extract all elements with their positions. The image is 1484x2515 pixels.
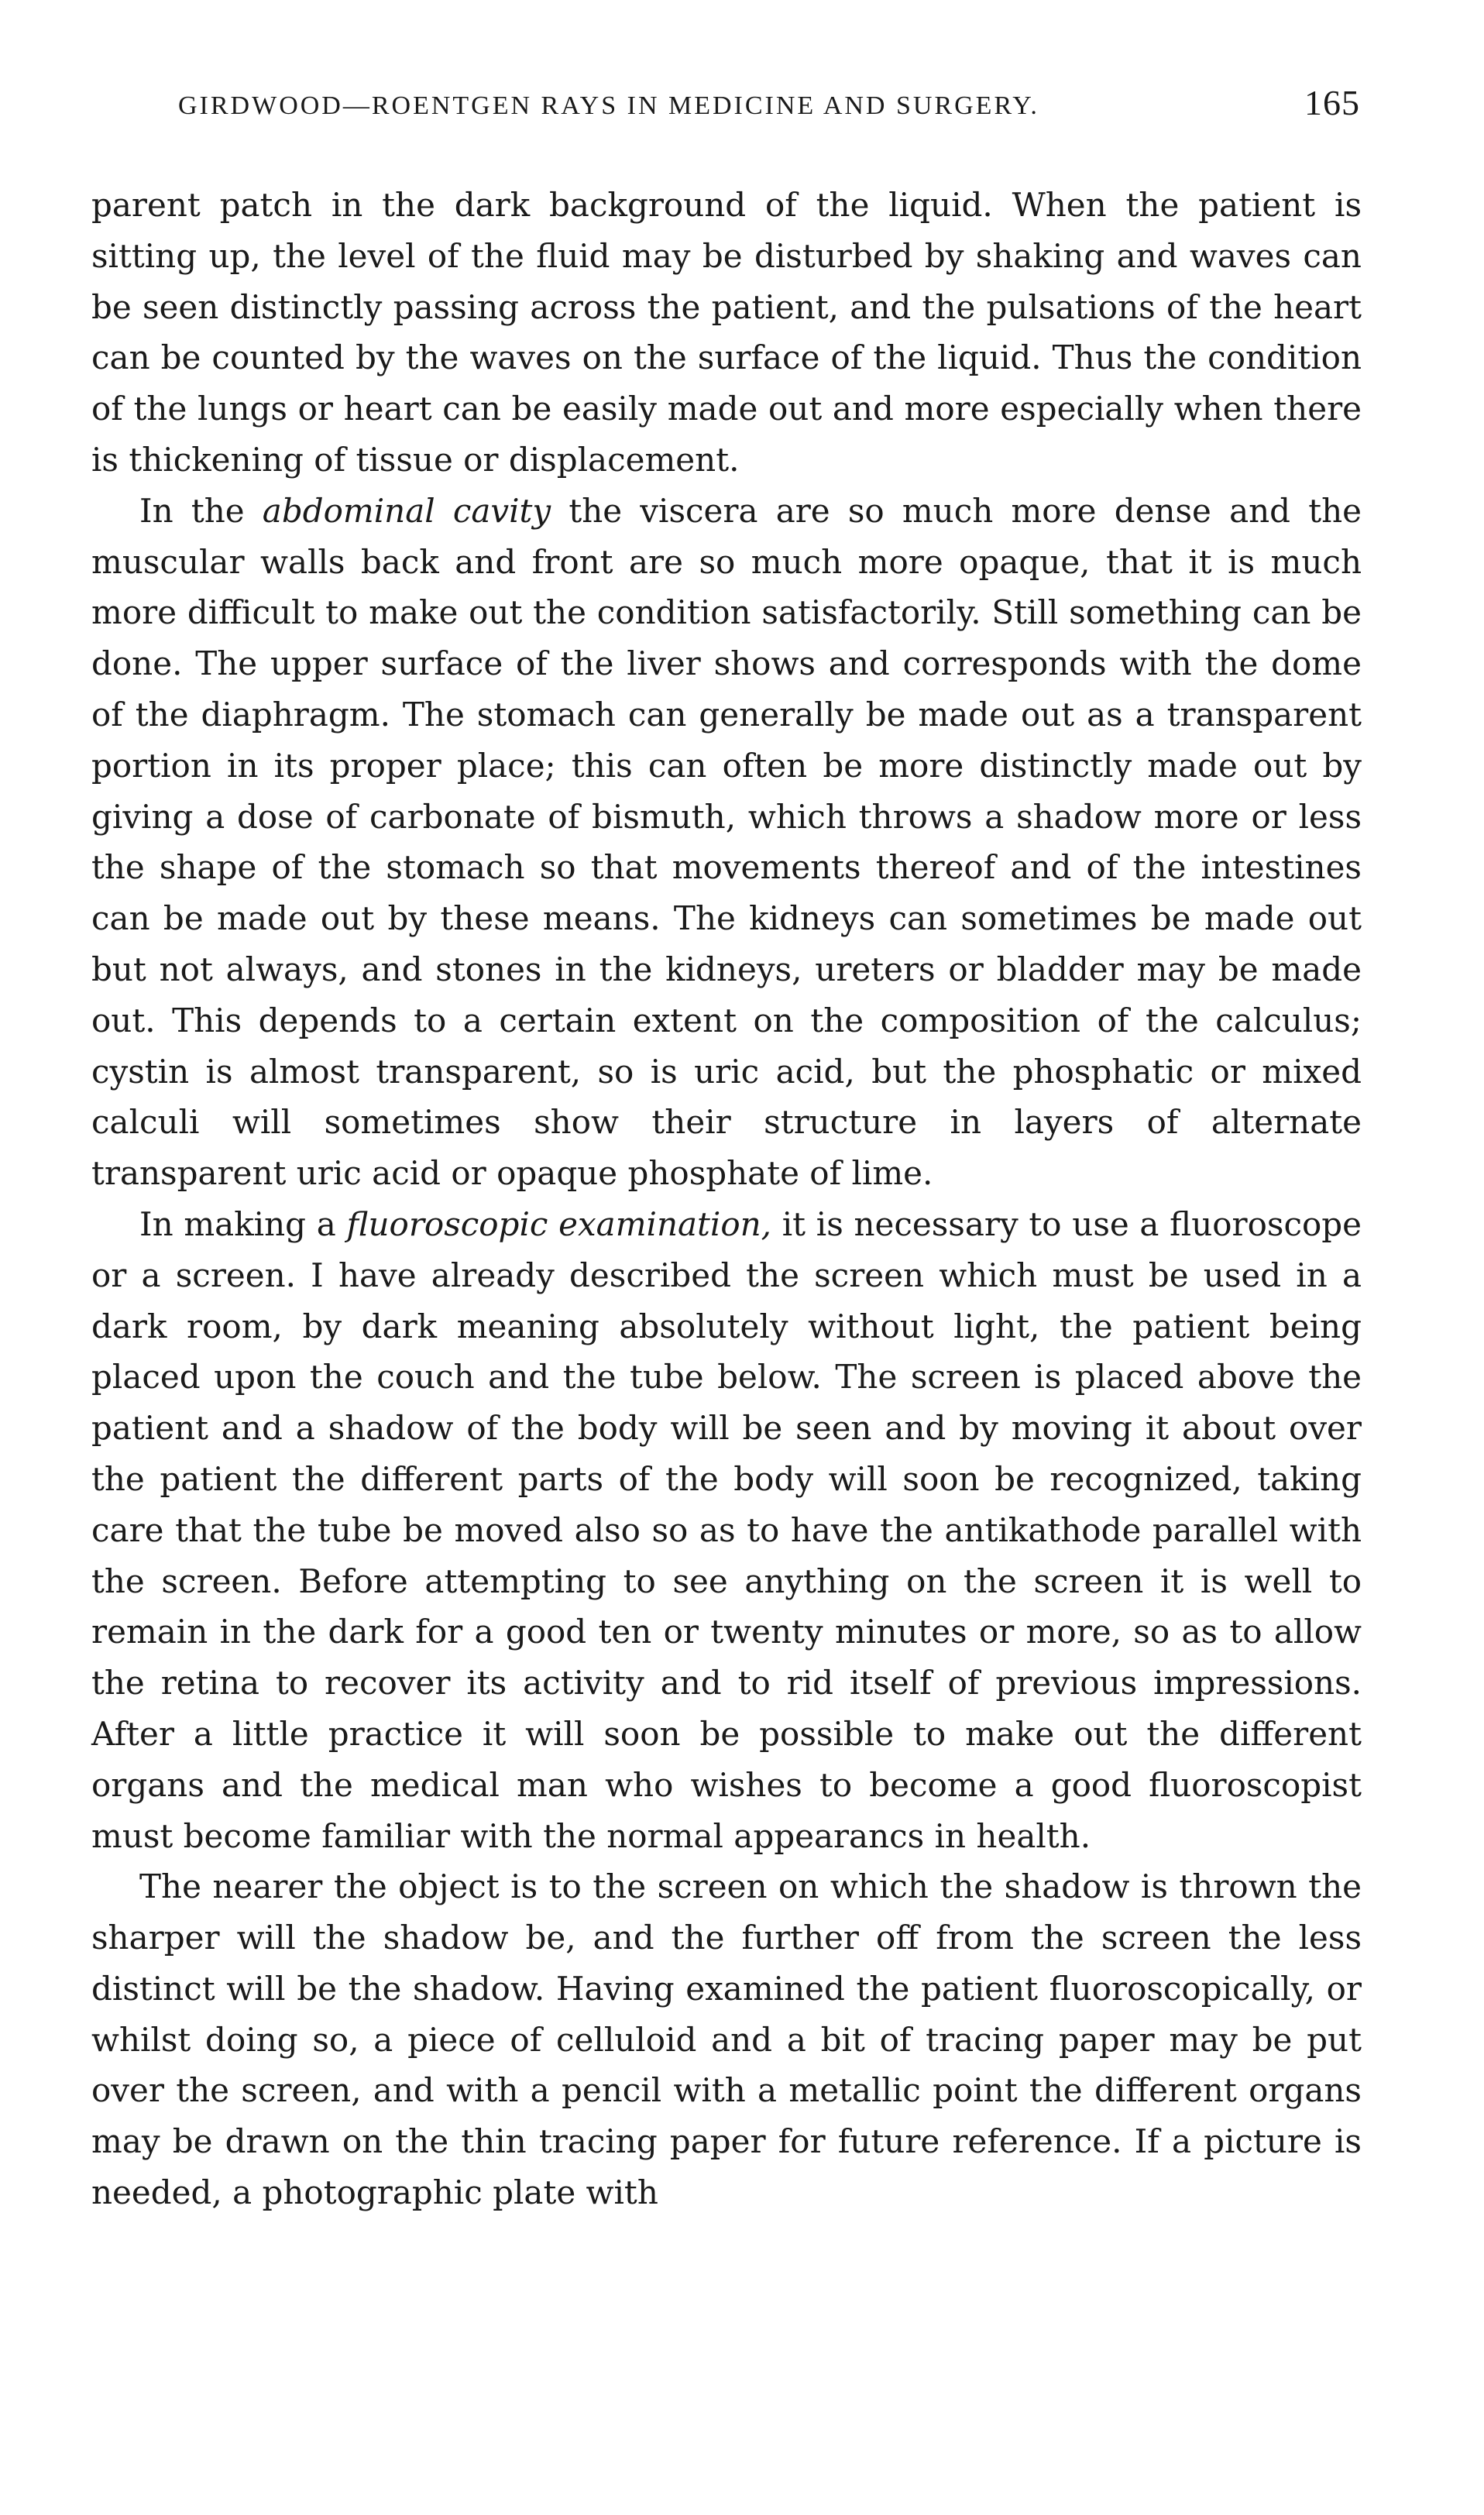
paragraph-continued: [91, 180, 1362, 486]
paragraph-fluoroscopic-examination: [91, 1199, 1362, 1861]
running-title: GIRDWOOD—ROENTGEN RAYS IN MEDICINE AND SURGERY.: [178, 91, 1039, 120]
book-page: [91, 77, 1362, 2218]
paragraph-italic-text: abdominal cavity: [262, 491, 551, 530]
paragraph-abdominal-cavity: [91, 486, 1362, 1199]
body-text: [91, 180, 1362, 2218]
paragraph-text: The nearer the object is to the screen on which the shadow is thrown the sharper will the shadow be, and the further off from the screen the less distinct will be the shadow. Having examined the patient fluoroscopically, or whilst doing so, a piece of celluloid and a bit of tracing paper may be put over the screen, and with a pencil with a metallic point the different organs may be drawn on the thin tracing paper for future reference. If a picture is needed, a photographic plate with: [91, 1867, 1362, 2212]
page-number: 165: [1304, 83, 1360, 122]
paragraph-text: In the: [139, 491, 263, 530]
paragraph-italic-text: fluoroscopic examination,: [346, 1204, 772, 1243]
paragraph-text: the viscera are so much more dense and the muscular walls back and front are so much more opaque, that it is much more difficult to make out the condition satisfactorily. Still something can be done. The upper surface of the liver shows and corresponds with the dome of the diaphragm. The stomach can generally be made out as a transparent portion in its proper place; this can often be more distinctly made out by giving a dose of carbonate of bismuth, which throws a shadow more or less the shape of the stomach so that movements thereof and of the intestines can be made out by these means. The kidneys can sometimes be made out but not always, and stones in the kidneys, ureters or bladder may be made out. This depends to a certain extent on the composition of the calculus; cystin is almost transparent, so is uric acid, but the phosphatic or mixed calculi will sometimes show their structure in layers of alternate transparent uric acid or opaque phosphate of lime.: [91, 491, 1362, 1193]
paragraph-text: parent patch in the dark background of the liquid. When the patient is sitting up, the level of the fluid may be disturbed by shaking and waves can be seen distinctly passing across the patient, and the pulsations of the heart can be counted by the waves on the surface of the liquid. Thus the condition of the lungs or heart can be easily made out and more especially when there is thickening of tissue or displacement.: [91, 186, 1362, 479]
running-head: [91, 77, 1362, 139]
paragraph-text: In making a: [139, 1204, 347, 1243]
paragraph-shadow-distance: [91, 1861, 1362, 2218]
paragraph-text: it is necessary to use a fluoroscope or a screen. I have already described the screen which must be used in a dark room, by dark meaning absolutely without light, the patient being placed upon the couch and the tube below. The screen is placed above the patient and a shadow of the body will be seen and by moving it about over the patient the different parts of the body will soon be recognized, taking care that the tube be moved also so as to have the antikathode parallel with the screen. Before attempting to see anything on the screen it is well to remain in the dark for a good ten or twenty minutes or more, so as to allow the retina to recover its activity and to rid itself of previous impressions. After a little practice it will soon be possible to make out the different organs and the medical man who wishes to become a good fluoroscopist must become familiar with the normal appearancs in health.: [91, 1204, 1362, 1855]
